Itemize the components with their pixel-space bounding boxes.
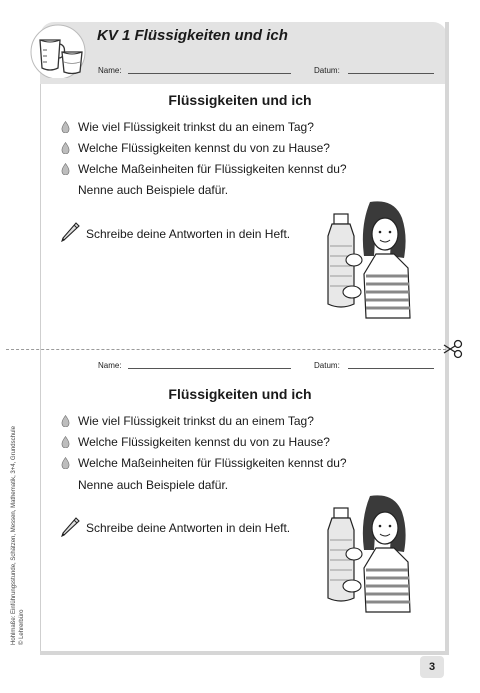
question-followup: Nenne auch Beispiele dafür. [78,183,229,197]
card-title: Flüssigkeiten und ich [168,92,312,108]
date-label: Datum: [314,361,340,370]
measuring-cups-icon [28,22,92,78]
cut-line [6,349,446,350]
copyright-line-2: © Lehrerbüro [19,609,25,645]
girl-with-bottle-illustration [318,490,428,615]
name-field[interactable] [128,73,291,74]
question-2: Welche Flüssigkeiten kennst du von zu Hause? [78,141,330,155]
question-2: Welche Flüssigkeiten kennst du von zu Hause? [78,435,330,449]
copyright-line-1: Hohlmaße: Einführungsstunde, Schätzen, Messen, Mathematik, 3+4, Grundschule [11,426,17,645]
date-label: Datum: [314,66,340,75]
question-3: Welche Maßeinheiten für Flüssigkeiten kennst du? [78,162,347,176]
name-field[interactable] [128,368,291,369]
instruction-text: Schreibe deine Antworten in dein Heft. [86,227,291,241]
droplet-icon [61,142,70,154]
girl-with-bottle-illustration [318,196,428,321]
instruction-text: Schreibe deine Antworten in dein Heft. [86,521,291,535]
droplet-icon [61,415,70,427]
copyright-note [10,426,26,645]
droplet-icon [61,163,70,175]
date-field[interactable] [348,368,434,369]
date-field[interactable] [348,73,434,74]
question-3: Welche Maßeinheiten für Flüssigkeiten kennst du? [78,456,347,470]
pencil-icon [60,515,82,537]
question-1: Wie viel Flüssigkeit trinkst du an einem Tag? [78,414,314,428]
pencil-icon [60,220,82,242]
droplet-icon [61,457,70,469]
name-label: Name: [98,361,122,370]
question-1: Wie viel Flüssigkeit trinkst du an einem Tag? [78,120,314,134]
card-title: Flüssigkeiten und ich [168,386,312,402]
page-number: 3 [420,656,444,678]
name-label: Name: [98,66,122,75]
bottom-border [40,651,447,655]
question-followup: Nenne auch Beispiele dafür. [78,478,229,492]
worksheet-title: KV 1 Flüssigkeiten und ich [97,27,288,44]
droplet-icon [61,436,70,448]
scissors-icon [442,339,464,359]
droplet-icon [61,121,70,133]
